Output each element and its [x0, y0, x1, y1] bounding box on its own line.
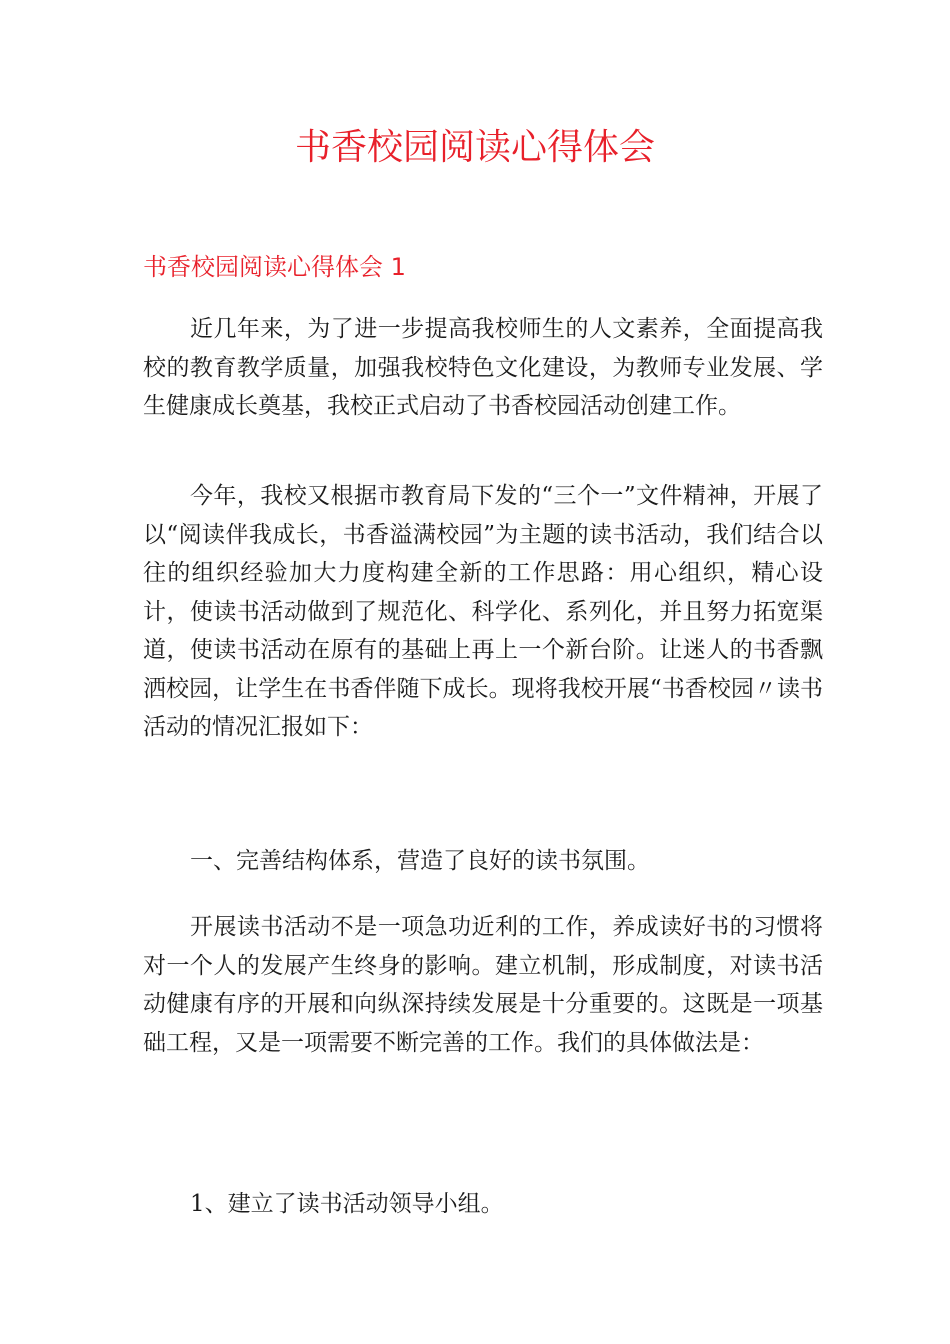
section-heading: 书香校园阅读心得体会 1: [143, 253, 406, 281]
paragraph-point-one: 一、完善结构体系，营造了良好的读书氛围。: [190, 848, 650, 874]
document-title: 书香校园阅读心得体会: [294, 127, 655, 168]
paragraph-activity: 今年，我校又根据市教育局下发的“三个一”文件精神，开展了以“阅读伴我成长，书香溢满校园”为主题的读书活动，我们结合以往的组织经验加大力度构建全新的工作思路：用心组织，精心设计，使读书活动做到了规范化、科学化、系列化，并且努力拓宽渠道，使读书活动在原有的基础上再上一个新台阶。让迷人的书香飘洒校园，让学生在书香伴随下成长。现将我校开展“书香校园〃读书活动的情况汇报如下：: [143, 483, 823, 740]
paragraph-item-one: 1、建立了读书活动领导小组。: [190, 1191, 504, 1217]
paragraph-intro: 近几年来，为了进一步提高我校师生的人文素养，全面提高我校的教育教学质量，加强我校特色文化建设，为教师专业发展、学生健康成长奠基，我校正式启动了书香校园活动创建工作。: [143, 316, 823, 419]
paragraph-mechanism: 开展读书活动不是一项急功近利的工作，养成读好书的习惯将对一个人的发展产生终身的影响。建立机制，形成制度，对读书活动健康有序的开展和向纵深持续发展是十分重要的。这既是一项基础工程，又是一项需要不断完善的工作。我们的具体做法是：: [143, 914, 823, 1056]
